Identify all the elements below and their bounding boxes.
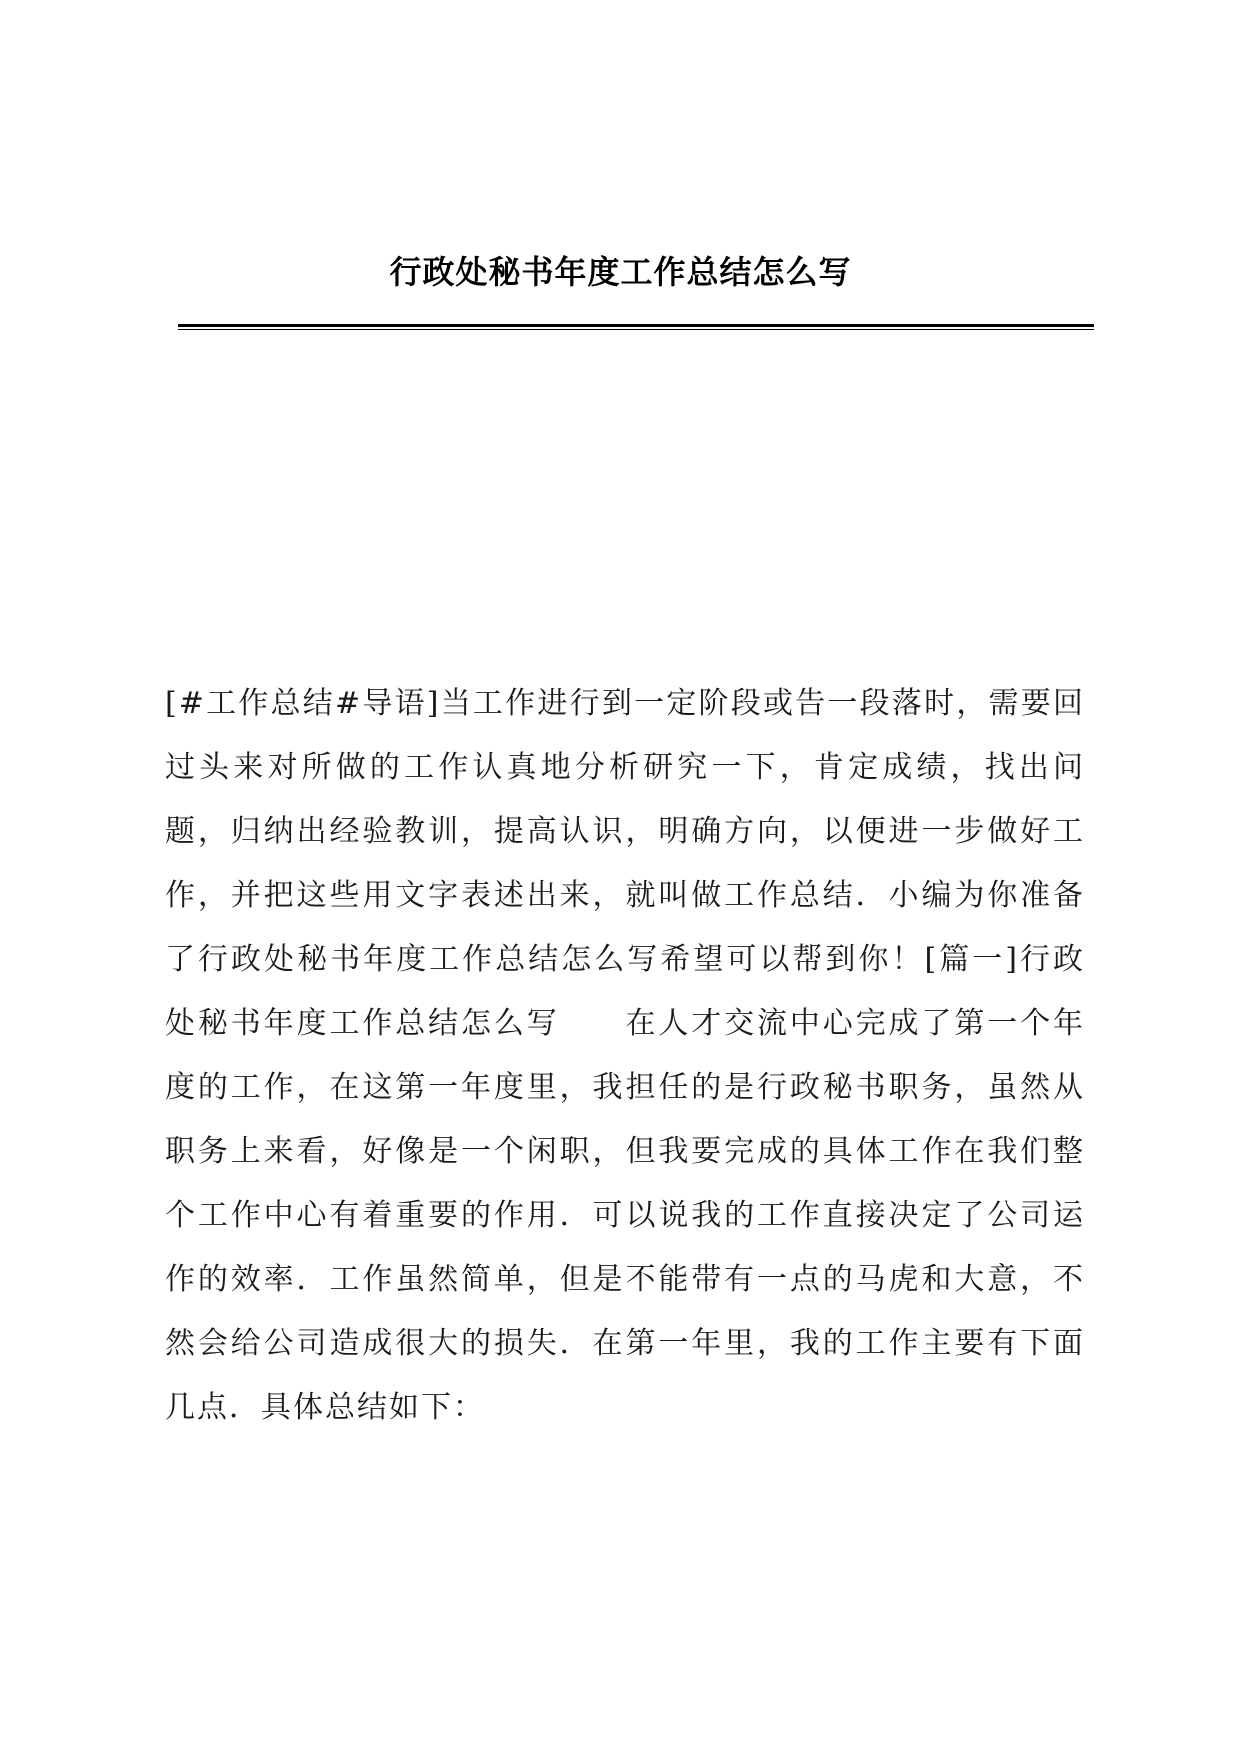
body-line: 职务上来看，好像是一个闲职，但我要完成的具体工作在我们整 xyxy=(165,1134,1085,1169)
document-title: 行政处秘书年度工作总结怎么写 xyxy=(389,253,852,291)
body-line: 处秘书年度工作总结怎么写 在人才交流中心完成了第一个年 xyxy=(165,1006,1085,1041)
body-line: [#工作总结#导语]当工作进行到一定阶段或告一段落时，需要回 xyxy=(165,686,1085,721)
body-line: 作的效率．工作虽然简单，但是不能带有一点的马虎和大意，不 xyxy=(165,1262,1085,1297)
body-line: 度的工作，在这第一年度里，我担任的是行政秘书职务，虽然从 xyxy=(165,1070,1085,1105)
body-line: 然会给公司造成很大的损失．在第一年里，我的工作主要有下面 xyxy=(165,1326,1085,1361)
body-line: 过头来对所做的工作认真地分析研究一下，肯定成绩，找出问 xyxy=(165,750,1085,785)
body-line: 题，归纳出经验教训，提高认识，明确方向，以便进一步做好工 xyxy=(165,814,1085,849)
body-line: 个工作中心有着重要的作用．可以说我的工作直接决定了公司运 xyxy=(165,1198,1085,1233)
body-line: 了行政处秘书年度工作总结怎么写希望可以帮到你！[篇一]行政 xyxy=(165,942,1085,977)
body-line: 几点．具体总结如下： xyxy=(165,1390,485,1425)
body-line: 作，并把这些用文字表述出来，就叫做工作总结．小编为你准备 xyxy=(165,878,1085,913)
title-divider xyxy=(178,324,1094,330)
document-body xyxy=(165,672,1085,1440)
